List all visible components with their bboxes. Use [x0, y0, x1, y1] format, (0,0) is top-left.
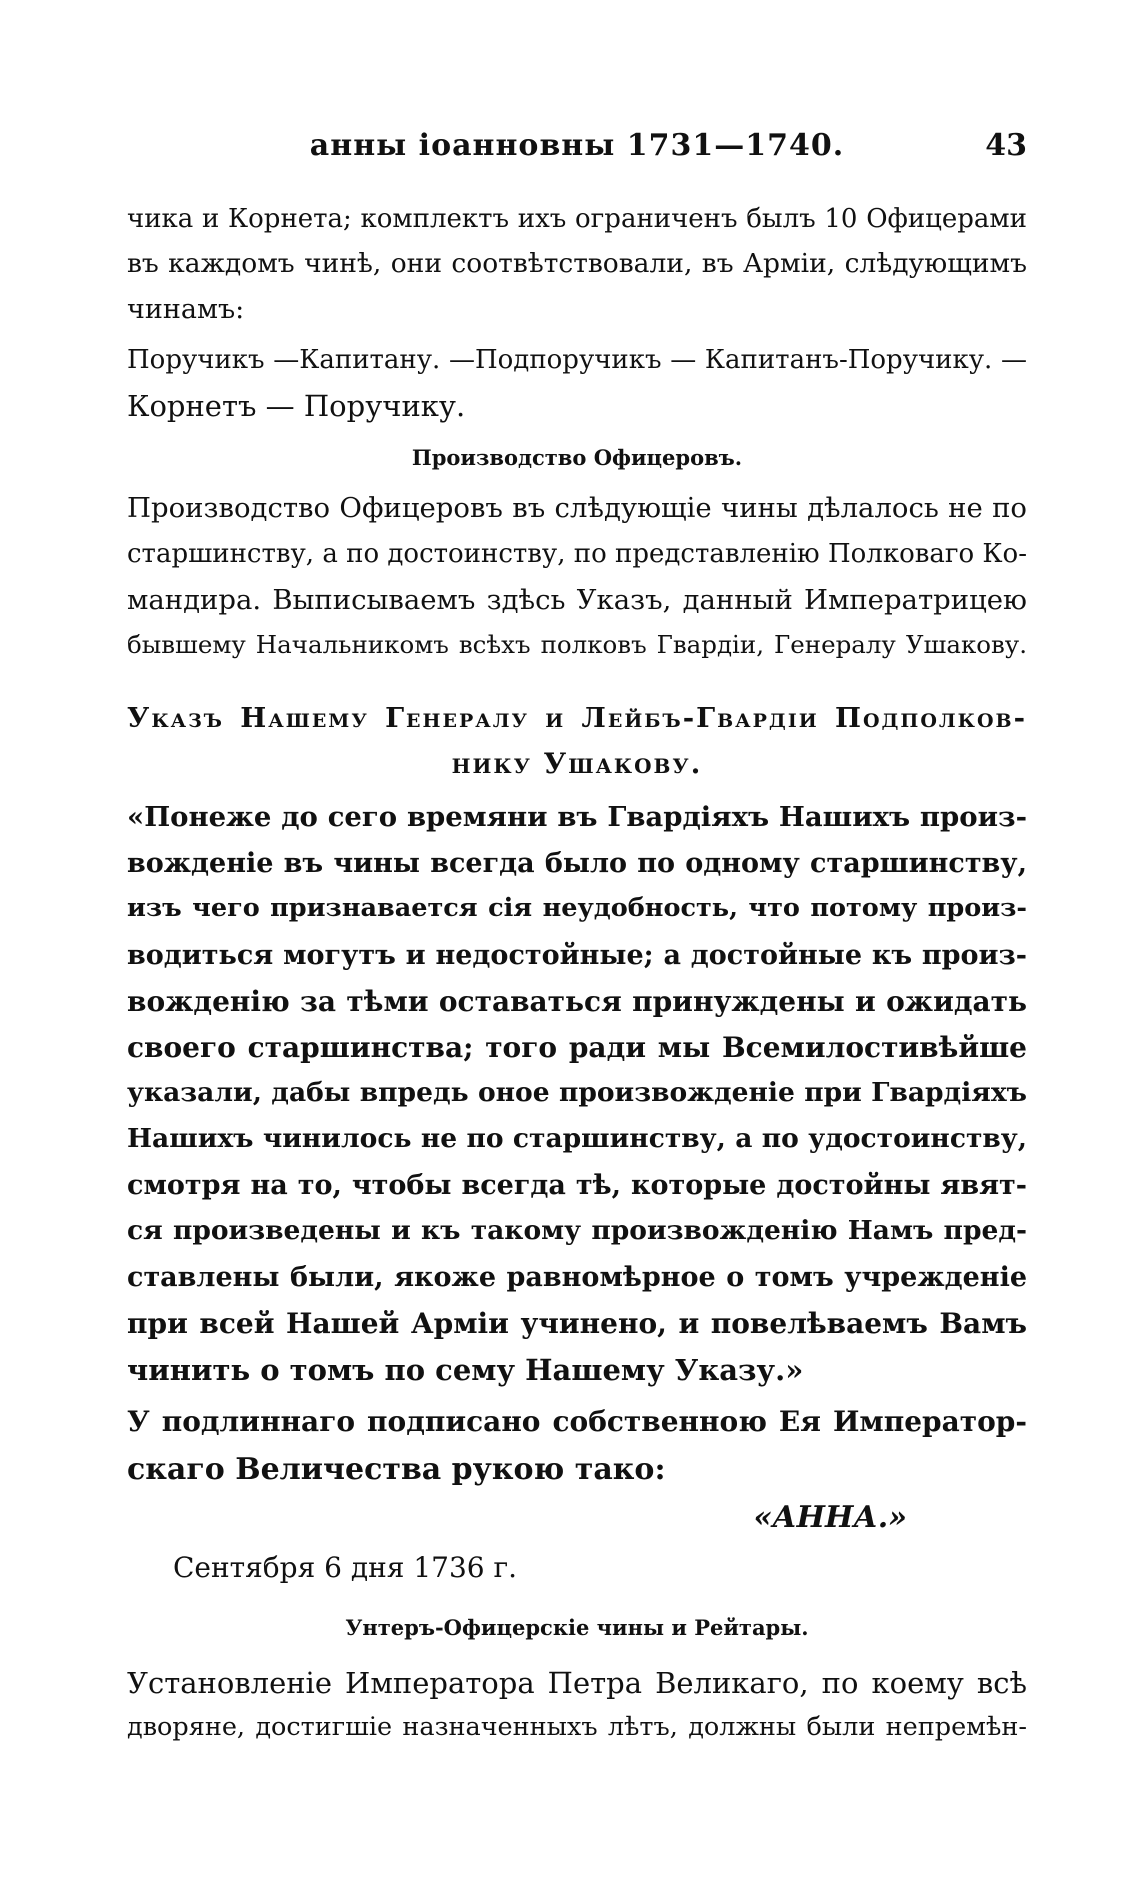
- paragraph-line: бывшему Начальникомъ всѣхъ полковъ Гвардіи, Генералу Ушакову.: [127, 630, 1027, 659]
- paragraph-line: старшинству, а по достоинству, по представленію Полковаго Ко-: [127, 539, 1027, 569]
- header-title: анны іоанновны 1731—1740.: [309, 128, 845, 163]
- rank-equivalence-line: Поручикъ —Капитану. —Подпоручикъ — Капитанъ-Поручику. —: [127, 345, 1027, 375]
- decree-text-line: Нашихъ чинилось не по старшинству, а по удостоинству,: [127, 1123, 1027, 1154]
- paragraph-line: въ каждомъ чинѣ, они соотвѣтствовали, въ Арміи, слѣдующимъ: [127, 248, 1027, 279]
- decree-text-line: ся произведены и къ такому произвожденію Намъ пред-: [127, 1215, 1027, 1246]
- decree-text-line: своего старшинства; того ради мы Всемилостивѣйше: [127, 1031, 1027, 1064]
- decree-title-line: Указъ Нашему Генералу и Лейбъ-Гвардіи Подполков-: [127, 702, 1027, 734]
- decree-text-line: изъ чего признавается сія неудобность, что потому произ-: [127, 893, 1027, 923]
- decree-date: Сентября 6 дня 1736 г.: [173, 1551, 518, 1584]
- decree-text-line: водиться могутъ и недостойные; а достойные къ произ-: [127, 940, 1027, 971]
- paragraph-line: Производство Офицеровъ въ слѣдующіе чины дѣлалось не по: [127, 492, 1027, 524]
- page-number: 43: [985, 128, 1027, 163]
- decree-text-line: указали, дабы впредь оное произвожденіе при Гвардіяхъ: [127, 1077, 1027, 1108]
- decree-text-line: чинить о томъ по сему Нашему Указу.»: [127, 1353, 804, 1387]
- decree-text-line: вожденію за тѣми оставаться принуждены и ожидать: [127, 985, 1027, 1018]
- signature-note-line: скаго Величества рукою тако:: [127, 1452, 666, 1487]
- paragraph-line: Установленіе Императора Петра Великаго, по коему всѣ: [127, 1666, 1027, 1700]
- paragraph-line: чика и Корнета; комплектъ ихъ ограниченъ былъ 10 Офицерами: [127, 204, 1027, 234]
- decree-title-line: нику Ушакову.: [451, 747, 703, 780]
- section-subtitle: Унтеръ-Офицерскіе чины и Рейтары.: [345, 1615, 809, 1640]
- signature-note-line: У подлиннаго подписано собственною Ея Император-: [127, 1405, 1027, 1438]
- running-header: [127, 128, 1027, 168]
- section-subtitle: Производство Офицеровъ.: [411, 445, 743, 470]
- paragraph-line: дворяне, достигшіе назначенныхъ лѣтъ, должны были непремѣн-: [127, 1712, 1027, 1742]
- decree-text-line: при всей Нашей Арміи учинено, и повелѣваемъ Вамъ: [127, 1307, 1027, 1340]
- paragraph-line: чинамъ:: [127, 294, 245, 325]
- paragraph-line: мандира. Выписываемъ здѣсь Указъ, данный Императрицею: [127, 584, 1027, 616]
- decree-text-line: вожденіе въ чины всегда было по одному старшинству,: [127, 848, 1027, 879]
- decree-text-line: смотря на то, чтобы всегда тѣ, которые достойны явят-: [127, 1170, 1027, 1201]
- rank-equivalence-line: Корнетъ — Поручику.: [127, 389, 466, 423]
- decree-text-line: «Понеже до сего времяни въ Гвардіяхъ Нашихъ произ-: [127, 801, 1027, 833]
- empress-signature: «АННА.»: [753, 1500, 907, 1535]
- decree-text-line: ставлены были, якоже равномѣрное о томъ учрежденіе: [127, 1262, 1027, 1293]
